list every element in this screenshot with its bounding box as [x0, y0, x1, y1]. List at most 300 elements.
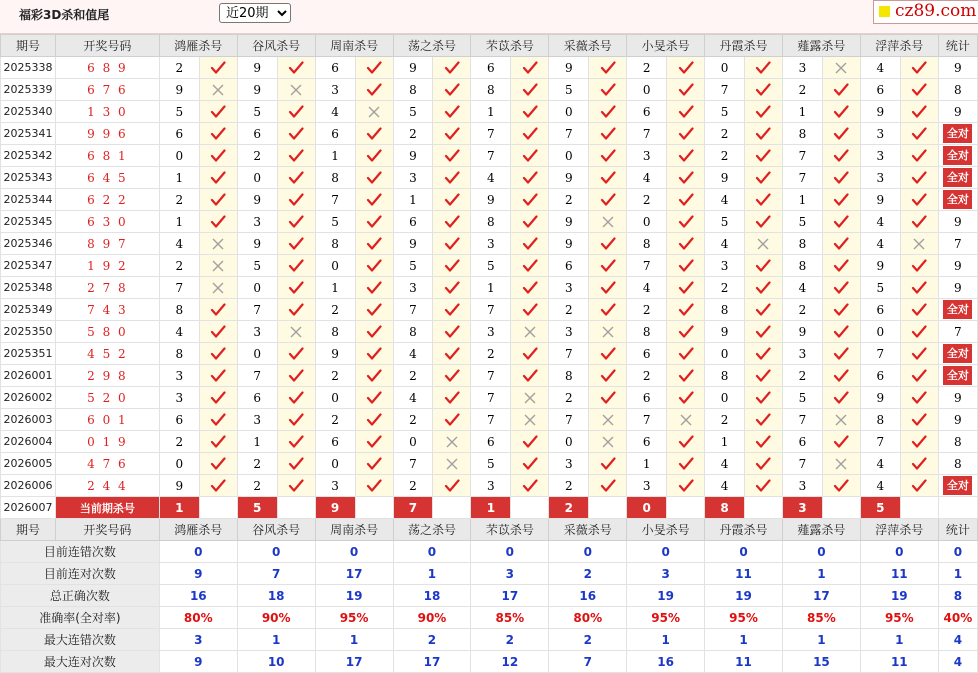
check-icon [911, 435, 927, 449]
stat-cell: 9 [938, 101, 977, 123]
check-icon [210, 171, 226, 185]
header-expert: 芣苡杀号 [471, 519, 549, 541]
result-mark-cell [355, 189, 393, 211]
summary-value: 17 [315, 651, 393, 673]
header-expert: 浮萍杀号 [860, 35, 938, 57]
check-icon [600, 281, 616, 295]
result-mark-cell [277, 453, 315, 475]
kill-number-cell: 3 [159, 387, 199, 409]
summary-value: 90% [237, 607, 315, 629]
result-mark-cell [745, 145, 783, 167]
draw-number-cell: 1 3 0 [55, 101, 159, 123]
result-mark-cell [355, 57, 393, 79]
kill-number-cell: 5 [471, 255, 511, 277]
check-icon [755, 215, 771, 229]
header-draw: 开奖号码 [55, 35, 159, 57]
kill-number-cell: 0 [705, 387, 745, 409]
check-icon [755, 61, 771, 75]
result-mark-cell [511, 431, 549, 453]
table-row [1, 167, 978, 189]
result-mark-cell [667, 233, 705, 255]
check-icon [210, 61, 226, 75]
kill-number-cell: 7 [782, 167, 822, 189]
check-icon [288, 215, 304, 229]
kill-number-cell: 0 [627, 211, 667, 233]
summary-value: 9 [159, 651, 237, 673]
check-icon [911, 325, 927, 339]
check-icon [911, 127, 927, 141]
draw-number-cell: 2 9 8 [55, 365, 159, 387]
kill-number-cell: 3 [471, 475, 511, 497]
kill-number-cell: 0 [159, 145, 199, 167]
result-mark-cell [745, 409, 783, 431]
period-cell: 2026001 [1, 365, 56, 387]
period-cell: 2025338 [1, 57, 56, 79]
result-mark-cell [277, 277, 315, 299]
cross-icon [445, 435, 459, 449]
check-icon [755, 413, 771, 427]
header-expert: 周南杀号 [315, 35, 393, 57]
kill-number-cell: 5 [393, 255, 433, 277]
check-icon [366, 303, 382, 317]
kill-number-cell: 8 [315, 167, 355, 189]
check-icon [833, 215, 849, 229]
kill-number-cell: 6 [860, 79, 900, 101]
kill-number-cell: 7 [471, 145, 511, 167]
stat-cell [938, 475, 977, 497]
kill-number-cell: 3 [159, 365, 199, 387]
period-cell: 2025343 [1, 167, 56, 189]
result-mark-cell [822, 277, 860, 299]
check-icon [911, 193, 927, 207]
result-mark-cell [900, 475, 938, 497]
kill-number-cell: 8 [393, 321, 433, 343]
result-mark-cell [277, 101, 315, 123]
draw-number-cell: 5 8 0 [55, 321, 159, 343]
period-cell: 2025349 [1, 299, 56, 321]
kill-number-cell: 2 [627, 365, 667, 387]
summary-value: 95% [860, 607, 938, 629]
kill-number-cell: 7 [782, 453, 822, 475]
check-icon [522, 435, 538, 449]
check-icon [678, 457, 694, 471]
summary-row [1, 585, 978, 607]
kill-number-cell: 7 [705, 79, 745, 101]
summary-value: 1 [393, 563, 471, 585]
check-icon [678, 325, 694, 339]
cross-icon [523, 391, 537, 405]
top-bar [0, 0, 978, 34]
check-icon [366, 237, 382, 251]
header-expert: 丹霞杀号 [705, 35, 783, 57]
result-mark-cell [667, 365, 705, 387]
kill-number-cell: 8 [782, 255, 822, 277]
kill-number-cell: 7 [237, 365, 277, 387]
kill-number-cell: 8 [782, 123, 822, 145]
kill-number-cell: 9 [471, 189, 511, 211]
check-icon [833, 303, 849, 317]
result-mark-cell [433, 299, 471, 321]
result-mark-cell [433, 101, 471, 123]
result-mark-cell [589, 57, 627, 79]
kill-number-cell: 1 [627, 453, 667, 475]
kill-number-cell: 7 [627, 255, 667, 277]
draw-number-cell: 4 5 2 [55, 343, 159, 365]
kill-number-cell: 7 [471, 387, 511, 409]
check-icon [678, 259, 694, 273]
result-mark-cell [589, 365, 627, 387]
kill-number-cell: 0 [237, 277, 277, 299]
result-mark-cell [822, 123, 860, 145]
kill-number-cell: 5 [705, 211, 745, 233]
check-icon [444, 259, 460, 273]
check-icon [366, 479, 382, 493]
check-icon [522, 215, 538, 229]
summary-value: 18 [237, 585, 315, 607]
result-mark-cell [433, 475, 471, 497]
kill-number-cell: 9 [705, 167, 745, 189]
header-expert: 丹霞杀号 [705, 519, 783, 541]
current-kill-number: 5 [237, 497, 277, 519]
check-icon [833, 479, 849, 493]
kill-number-cell: 4 [860, 453, 900, 475]
check-icon [755, 325, 771, 339]
result-mark-cell [745, 431, 783, 453]
kill-number-cell: 7 [315, 189, 355, 211]
header-stat: 统计 [938, 519, 977, 541]
check-icon [288, 171, 304, 185]
cross-icon [211, 259, 225, 273]
check-icon [600, 61, 616, 75]
check-icon [210, 149, 226, 163]
kill-number-cell: 7 [471, 365, 511, 387]
kill-number-cell: 8 [393, 79, 433, 101]
period-cell: 2026003 [1, 409, 56, 431]
kill-number-cell: 5 [549, 79, 589, 101]
result-mark-cell [433, 321, 471, 343]
result-mark-cell [511, 475, 549, 497]
current-kill-number: 7 [393, 497, 433, 519]
result-mark-cell [667, 321, 705, 343]
table-row [1, 299, 978, 321]
result-mark-cell [277, 189, 315, 211]
check-icon [678, 149, 694, 163]
kill-number-cell: 7 [237, 299, 277, 321]
current-kill-blank [589, 497, 627, 519]
check-icon [444, 127, 460, 141]
check-icon [366, 215, 382, 229]
kill-number-cell: 6 [159, 409, 199, 431]
table-row [1, 123, 978, 145]
kill-number-cell: 1 [393, 189, 433, 211]
summary-value: 15 [782, 651, 860, 673]
header-stat: 统计 [938, 35, 977, 57]
result-mark-cell [900, 431, 938, 453]
kill-number-cell: 9 [237, 189, 277, 211]
result-mark-cell [199, 387, 237, 409]
kill-number-cell: 0 [549, 101, 589, 123]
kill-number-cell: 2 [549, 475, 589, 497]
check-icon [366, 391, 382, 405]
kill-number-cell: 6 [315, 57, 355, 79]
result-mark-cell [745, 167, 783, 189]
summary-value: 0 [471, 541, 549, 563]
period-cell: 2025344 [1, 189, 56, 211]
kill-number-cell: 0 [315, 255, 355, 277]
result-mark-cell [667, 255, 705, 277]
kill-number-cell: 1 [782, 101, 822, 123]
result-mark-cell [199, 79, 237, 101]
kill-number-cell: 9 [860, 189, 900, 211]
check-icon [522, 369, 538, 383]
result-mark-cell [511, 211, 549, 233]
result-mark-cell [900, 365, 938, 387]
header-period: 期号 [1, 35, 56, 57]
current-kill-number: 1 [471, 497, 511, 519]
result-mark-cell [667, 211, 705, 233]
result-mark-cell [745, 387, 783, 409]
result-mark-cell [667, 167, 705, 189]
kill-number-cell: 2 [393, 475, 433, 497]
kill-number-cell: 3 [549, 321, 589, 343]
summary-value: 80% [159, 607, 237, 629]
result-mark-cell [511, 409, 549, 431]
kill-number-cell: 6 [237, 387, 277, 409]
kill-number-cell: 4 [393, 387, 433, 409]
check-icon [210, 347, 226, 361]
result-mark-cell [277, 387, 315, 409]
check-icon [833, 325, 849, 339]
summary-label: 准确率(全对率) [1, 607, 160, 629]
result-mark-cell [511, 57, 549, 79]
result-mark-cell [355, 101, 393, 123]
result-mark-cell [277, 255, 315, 277]
result-mark-cell [900, 277, 938, 299]
kill-number-cell: 2 [471, 343, 511, 365]
result-mark-cell [433, 453, 471, 475]
result-mark-cell [900, 79, 938, 101]
result-mark-cell [277, 233, 315, 255]
draw-number-cell: 6 3 0 [55, 211, 159, 233]
check-icon [755, 149, 771, 163]
check-icon [444, 347, 460, 361]
check-icon [366, 457, 382, 471]
result-mark-cell [822, 343, 860, 365]
kill-number-cell: 6 [471, 431, 511, 453]
result-mark-cell [589, 233, 627, 255]
summary-value: 0 [549, 541, 627, 563]
kill-number-cell: 4 [393, 343, 433, 365]
check-icon [210, 413, 226, 427]
kill-number-cell: 2 [627, 189, 667, 211]
draw-number-cell: 8 9 7 [55, 233, 159, 255]
kill-number-cell: 5 [705, 101, 745, 123]
table-row [1, 409, 978, 431]
check-icon [444, 281, 460, 295]
summary-value: 80% [549, 607, 627, 629]
summary-value: 3 [471, 563, 549, 585]
result-mark-cell [667, 453, 705, 475]
kill-number-cell: 2 [159, 255, 199, 277]
period-cell: 2025348 [1, 277, 56, 299]
table-row [1, 189, 978, 211]
check-icon [911, 149, 927, 163]
kill-number-cell: 4 [627, 167, 667, 189]
check-icon [444, 83, 460, 97]
kill-number-cell: 6 [315, 431, 355, 453]
result-mark-cell [745, 475, 783, 497]
kill-number-cell: 8 [471, 79, 511, 101]
check-icon [678, 369, 694, 383]
check-icon [600, 259, 616, 273]
check-icon [210, 369, 226, 383]
check-icon [288, 61, 304, 75]
check-icon [678, 83, 694, 97]
result-mark-cell [355, 277, 393, 299]
kill-number-cell: 4 [860, 233, 900, 255]
check-icon [755, 435, 771, 449]
check-icon [833, 171, 849, 185]
kill-number-cell: 2 [705, 123, 745, 145]
logo-square-icon [879, 6, 890, 17]
kill-number-cell: 5 [471, 453, 511, 475]
header-expert: 小旻杀号 [627, 35, 705, 57]
result-mark-cell [199, 167, 237, 189]
kill-number-cell: 9 [237, 233, 277, 255]
check-icon [522, 281, 538, 295]
result-mark-cell [511, 387, 549, 409]
kill-number-cell: 9 [549, 167, 589, 189]
draw-number-cell: 6 0 1 [55, 409, 159, 431]
period-cell: 2025340 [1, 101, 56, 123]
kill-number-cell: 9 [393, 57, 433, 79]
result-mark-cell [433, 365, 471, 387]
kill-number-cell: 3 [549, 277, 589, 299]
check-icon [366, 259, 382, 273]
result-mark-cell [433, 343, 471, 365]
check-icon [210, 303, 226, 317]
period-cell: 2026005 [1, 453, 56, 475]
summary-value: 2 [549, 629, 627, 651]
table-row [1, 321, 978, 343]
kill-number-cell: 9 [159, 475, 199, 497]
kill-number-cell: 0 [237, 167, 277, 189]
check-icon [366, 149, 382, 163]
check-icon [444, 237, 460, 251]
result-mark-cell [511, 453, 549, 475]
check-icon [911, 479, 927, 493]
header-expert: 浮萍杀号 [860, 519, 938, 541]
summary-value: 1 [782, 563, 860, 585]
period-select[interactable] [219, 3, 291, 23]
stat-cell: 9 [938, 255, 977, 277]
kill-number-cell: 2 [237, 453, 277, 475]
site-logo[interactable] [873, 0, 978, 24]
draw-number-cell: 2 7 8 [55, 277, 159, 299]
header-expert: 谷风杀号 [237, 519, 315, 541]
check-icon [522, 237, 538, 251]
table-row [1, 145, 978, 167]
check-icon [522, 171, 538, 185]
result-mark-cell [822, 299, 860, 321]
cross-icon [211, 237, 225, 251]
period-cell: 2025346 [1, 233, 56, 255]
kill-number-cell: 2 [782, 299, 822, 321]
kill-number-cell: 3 [315, 79, 355, 101]
kill-number-cell: 6 [782, 431, 822, 453]
check-icon [444, 215, 460, 229]
check-icon [288, 391, 304, 405]
result-mark-cell [199, 255, 237, 277]
cross-icon [912, 237, 926, 251]
current-kill-number: 5 [860, 497, 900, 519]
check-icon [678, 303, 694, 317]
current-period-cell: 2026007 [1, 497, 56, 519]
all-correct-badge: 全对 [943, 190, 972, 209]
result-mark-cell [900, 233, 938, 255]
result-mark-cell [900, 167, 938, 189]
kill-number-cell: 8 [549, 365, 589, 387]
result-mark-cell [511, 343, 549, 365]
check-icon [288, 281, 304, 295]
check-icon [833, 435, 849, 449]
check-icon [600, 237, 616, 251]
current-kill-blank [355, 497, 393, 519]
summary-value: 0 [159, 541, 237, 563]
result-mark-cell [277, 123, 315, 145]
summary-label: 总正确次数 [1, 585, 160, 607]
kill-number-cell: 6 [860, 365, 900, 387]
stat-cell: 7 [938, 233, 977, 255]
header-expert: 薤露杀号 [782, 519, 860, 541]
kill-number-cell: 6 [627, 101, 667, 123]
check-icon [210, 105, 226, 119]
header-expert: 小旻杀号 [627, 519, 705, 541]
kill-number-cell: 3 [393, 167, 433, 189]
kill-number-cell: 6 [860, 299, 900, 321]
check-icon [210, 457, 226, 471]
check-icon [600, 479, 616, 493]
check-icon [366, 83, 382, 97]
result-mark-cell [355, 299, 393, 321]
result-mark-cell [355, 431, 393, 453]
kill-number-cell: 9 [860, 101, 900, 123]
summary-value: 10 [237, 651, 315, 673]
kill-number-cell: 4 [705, 233, 745, 255]
check-icon [444, 391, 460, 405]
kill-number-cell: 0 [705, 343, 745, 365]
kill-number-cell: 9 [549, 233, 589, 255]
result-mark-cell [277, 57, 315, 79]
kill-number-cell: 3 [705, 255, 745, 277]
check-icon [210, 435, 226, 449]
summary-value: 85% [782, 607, 860, 629]
check-icon [444, 171, 460, 185]
kill-number-cell: 3 [627, 475, 667, 497]
check-icon [600, 369, 616, 383]
kill-number-cell: 5 [782, 211, 822, 233]
kill-number-cell: 2 [315, 365, 355, 387]
result-mark-cell [745, 211, 783, 233]
stat-cell: 8 [938, 453, 977, 475]
check-icon [833, 347, 849, 361]
kill-number-cell: 9 [860, 255, 900, 277]
result-mark-cell [199, 365, 237, 387]
summary-value: 1 [315, 629, 393, 651]
result-mark-cell [589, 387, 627, 409]
kill-number-cell: 5 [782, 387, 822, 409]
draw-number-cell: 6 4 5 [55, 167, 159, 189]
